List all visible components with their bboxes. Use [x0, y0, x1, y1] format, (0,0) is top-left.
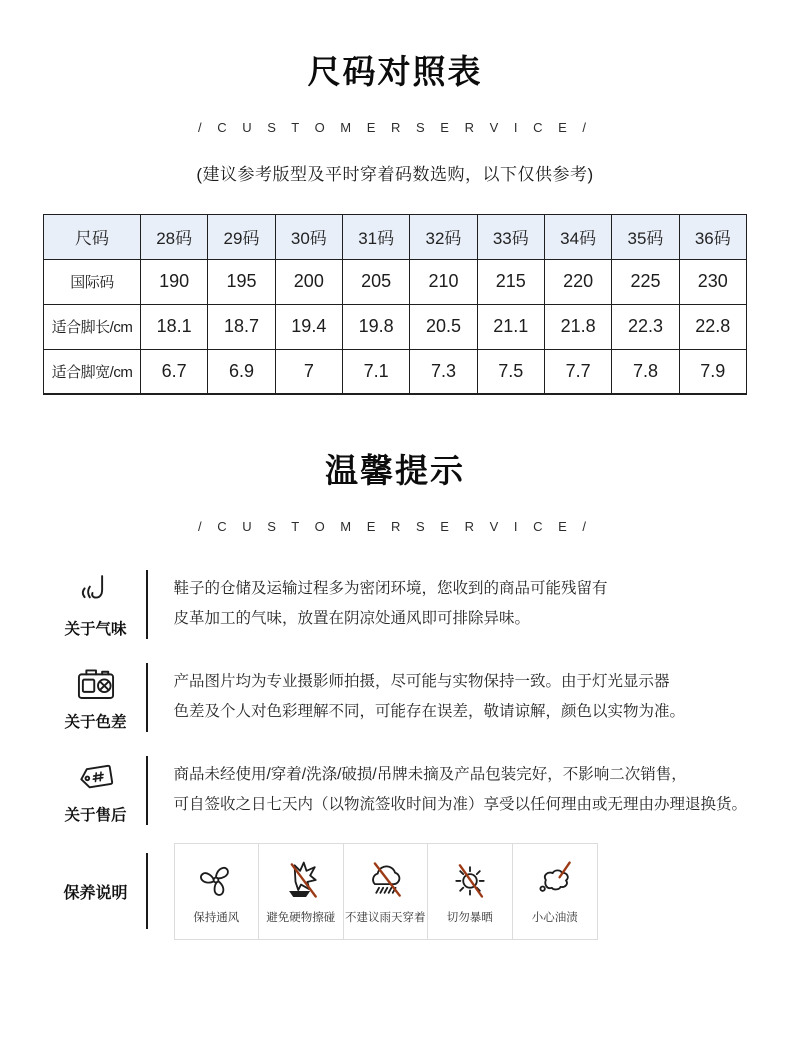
size-table-cell: 7.1 — [342, 349, 409, 394]
care-item-label: 切勿暴晒 — [446, 911, 493, 924]
size-table-cell: 190 — [141, 259, 208, 304]
size-table-row-label: 国际码 — [44, 259, 141, 304]
tip-color-label: 关于色差 — [64, 713, 127, 731]
care-box — [174, 843, 599, 940]
size-table-row-label: 适合脚长/cm — [44, 304, 141, 349]
care-item-no-sun — [428, 844, 513, 939]
customer-service-subtitle: / C U S T O M E R S E R V I C E / — [197, 119, 592, 135]
size-table-cell: 7.8 — [612, 349, 679, 394]
size-table-cell: 19.4 — [275, 304, 342, 349]
size-table-cell: 21.1 — [477, 304, 544, 349]
tip-aftersales-line-1: 商品未经使用/穿着/洗涤/破损/吊牌未摘及产品包装完好，不影响二次销售， — [173, 766, 687, 784]
size-table-header-cell: 36码 — [679, 214, 746, 259]
vertical-divider — [146, 756, 148, 825]
tip-row-smell — [45, 570, 790, 639]
care-item-no-scratch — [259, 844, 344, 939]
size-chart-note: (建议参考版型及平时穿着码数选购，以下仅供参考) — [196, 164, 594, 184]
size-table-cell: 7.7 — [544, 349, 611, 394]
oil-stain-icon — [533, 858, 577, 902]
size-table-cell: 230 — [679, 259, 746, 304]
size-table — [43, 214, 747, 396]
care-section — [45, 843, 790, 940]
size-table-cell: 215 — [477, 259, 544, 304]
size-table-cell: 225 — [612, 259, 679, 304]
size-table-header-cell: 30码 — [275, 214, 342, 259]
size-table-cell: 220 — [544, 259, 611, 304]
size-table-cell: 22.8 — [679, 304, 746, 349]
fan-icon — [194, 858, 238, 902]
customer-service-subtitle: / C U S T O M E R S E R V I C E / — [197, 518, 592, 534]
camera-icon — [75, 663, 117, 705]
size-table-cell: 205 — [342, 259, 409, 304]
tip-smell-line-1: 鞋子的仓储及运输过程多为密闭环境，您收到的商品可能残留有 — [173, 580, 608, 598]
size-table-cell: 195 — [208, 259, 275, 304]
price-tag-icon — [75, 756, 117, 798]
size-table-header-cell: 28码 — [141, 214, 208, 259]
no-hard-scratch-icon — [279, 858, 323, 902]
tip-row-color — [45, 663, 790, 732]
tip-aftersales-text — [174, 760, 748, 820]
vertical-divider — [146, 663, 148, 732]
size-table-cell: 7.3 — [410, 349, 477, 394]
care-item-label: 避免硬物擦碰 — [266, 911, 336, 924]
size-table-header-cell: 32码 — [410, 214, 477, 259]
tip-aftersales-left — [45, 756, 146, 825]
size-table-header-cell: 31码 — [342, 214, 409, 259]
tip-color-line-2: 色差及个人对色彩理解不同，可能存在误差，敬请谅解，颜色以实物为准。 — [173, 703, 686, 721]
tip-aftersales-line-2: 可自签收之日七天内（以物流签收时间为准）享受以任何理由或无理由办理退换货。 — [173, 796, 748, 814]
size-table-cell: 18.1 — [141, 304, 208, 349]
tip-smell-left — [45, 570, 146, 639]
size-table-header-cell: 35码 — [612, 214, 679, 259]
vertical-divider — [146, 570, 148, 639]
tip-aftersales-label: 关于售后 — [64, 806, 127, 824]
size-table-cell: 7.9 — [679, 349, 746, 394]
size-table-header-cell: 尺码 — [44, 214, 141, 259]
tip-color-line-1: 产品图片均为专业摄影师拍摄，尽可能与实物保持一致。由于灯光显示器 — [173, 673, 670, 691]
tip-smell-line-2: 皮革加工的气味，放置在阴凉处通风即可排除异味。 — [173, 610, 531, 628]
care-item-oil-stain — [513, 844, 598, 939]
care-item-no-rain — [344, 844, 429, 939]
tips-title: 温馨提示 — [325, 452, 465, 490]
tips-section — [0, 451, 790, 940]
tip-color-text — [174, 667, 686, 727]
care-item-label: 小心油渍 — [531, 911, 578, 924]
size-table-cell: 18.7 — [208, 304, 275, 349]
tip-color-left — [45, 663, 146, 732]
size-table-cell: 21.8 — [544, 304, 611, 349]
no-sun-icon — [448, 858, 492, 902]
size-table-cell: 6.9 — [208, 349, 275, 394]
size-table-cell: 210 — [410, 259, 477, 304]
tip-smell-text — [174, 574, 608, 634]
tip-smell-label: 关于气味 — [64, 620, 127, 638]
no-rain-icon — [363, 858, 407, 902]
care-item-label: 不建议雨天穿着 — [345, 911, 426, 924]
care-item-ventilation — [175, 844, 260, 939]
care-label: 保养说明 — [63, 884, 128, 902]
size-table-cell: 200 — [275, 259, 342, 304]
size-table-cell: 22.3 — [612, 304, 679, 349]
care-item-label: 保持通风 — [193, 911, 240, 924]
tip-row-aftersales — [45, 756, 790, 825]
size-table-cell: 7.5 — [477, 349, 544, 394]
size-table-header-cell: 34码 — [544, 214, 611, 259]
size-table-cell: 6.7 — [141, 349, 208, 394]
size-table-cell: 19.8 — [342, 304, 409, 349]
size-table-header-cell: 33码 — [477, 214, 544, 259]
size-table-header-cell: 29码 — [208, 214, 275, 259]
smell-nose-icon — [75, 570, 117, 612]
size-table-cell: 20.5 — [410, 304, 477, 349]
size-table-cell: 7 — [275, 349, 342, 394]
size-chart-title: 尺码对照表 — [307, 53, 483, 90]
vertical-divider — [146, 853, 148, 929]
size-table-row-label: 适合脚宽/cm — [44, 349, 141, 394]
size-chart-section — [0, 52, 790, 395]
